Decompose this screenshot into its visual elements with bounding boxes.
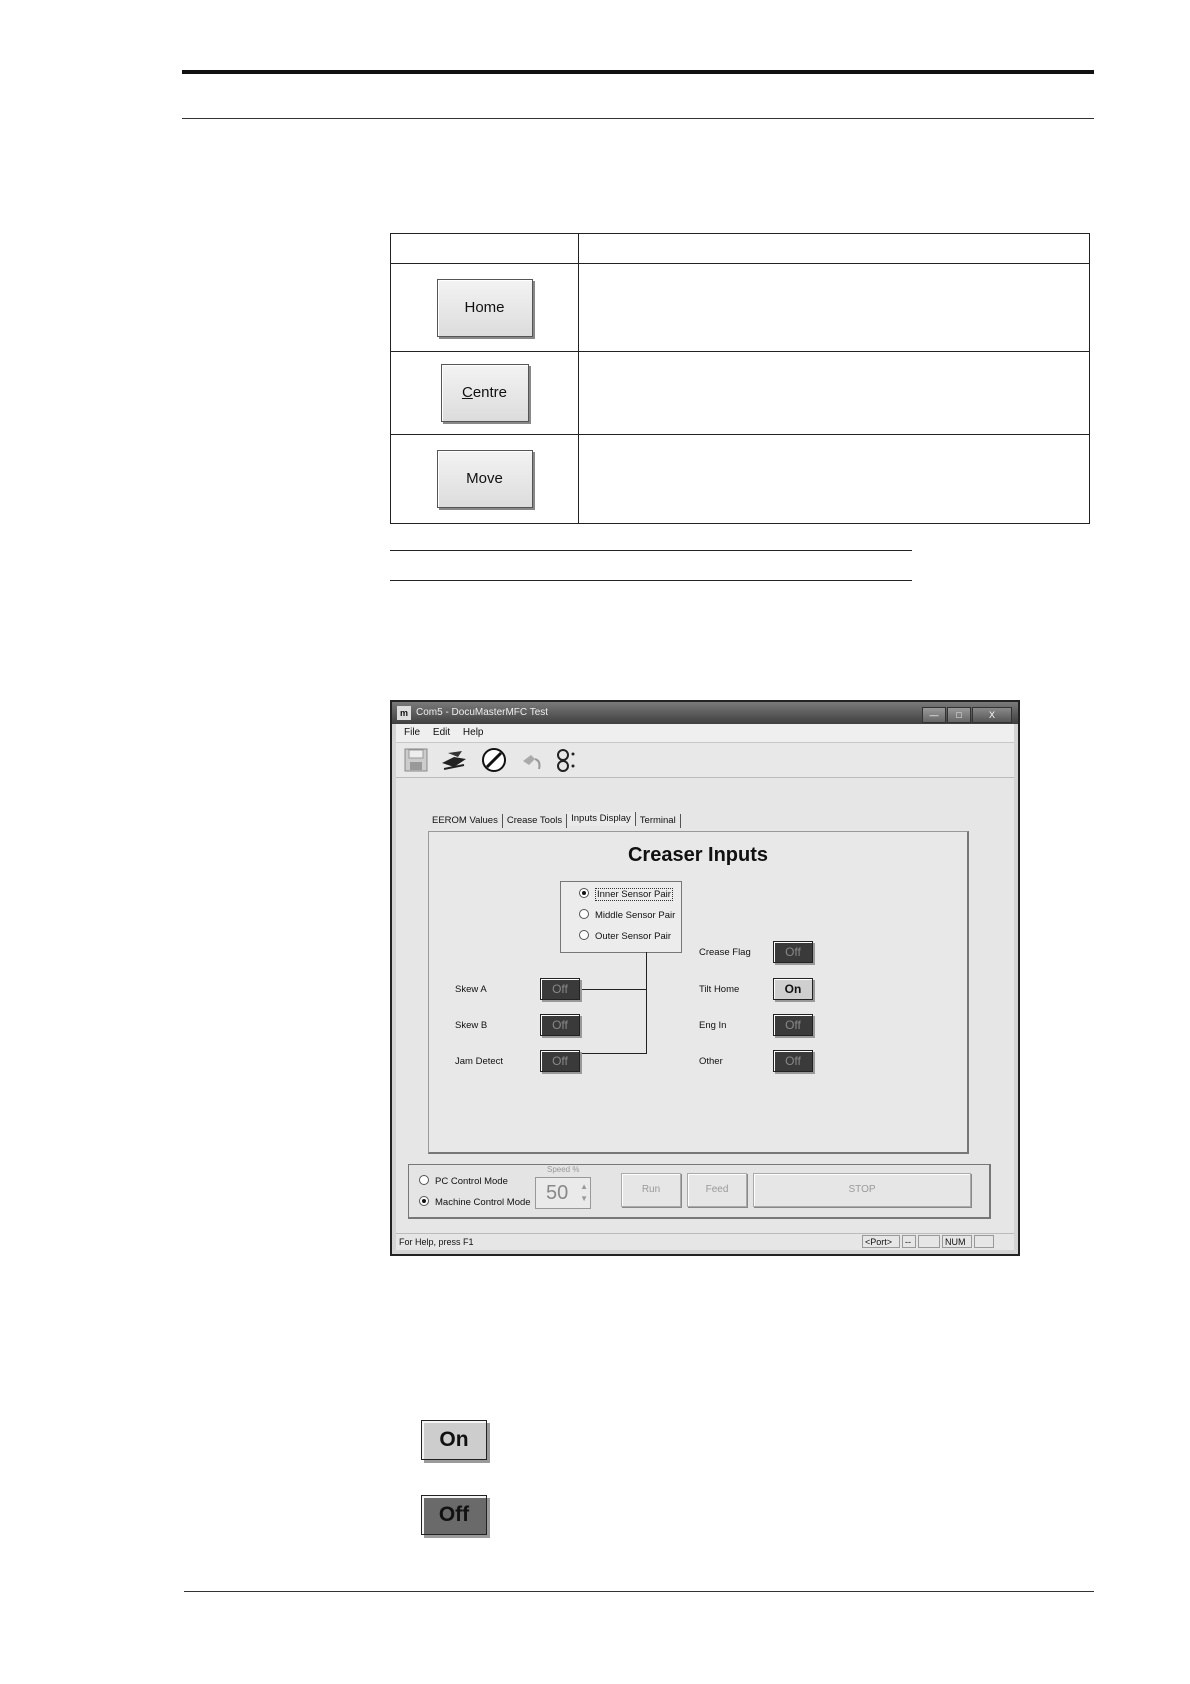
legend-on-indicator: On	[421, 1420, 487, 1460]
sensor-icon[interactable]	[552, 747, 580, 773]
radio-label: Middle Sensor Pair	[595, 910, 676, 921]
radio-machine-control-mode[interactable]	[419, 1196, 531, 1208]
home-button[interactable]: Home	[437, 279, 533, 337]
app-logo-icon: m	[397, 706, 411, 720]
sensor-pair-group	[560, 881, 682, 953]
feed-button[interactable]: Feed	[687, 1173, 747, 1207]
stop-button[interactable]: STOP	[753, 1173, 971, 1207]
status-port: <Port>	[862, 1235, 900, 1248]
speed-spinbox[interactable]	[535, 1177, 591, 1209]
maximize-icon[interactable]: □	[947, 707, 971, 723]
table-cell-description	[579, 352, 1090, 435]
table-cell-button	[391, 352, 579, 435]
radio-selected-icon	[419, 1196, 429, 1206]
separator-line	[390, 550, 912, 551]
label-jam-detect: Jam Detect	[455, 1056, 504, 1067]
label-crease-flag: Crease Flag	[699, 947, 751, 958]
window-title: Com5 - DocuMasterMFC Test	[416, 707, 549, 718]
radio-selected-icon	[579, 888, 589, 898]
connector-line	[646, 952, 647, 1054]
menu-edit[interactable]: Edit	[432, 727, 451, 738]
speed-caption: Speed %	[547, 1165, 580, 1174]
indicator-crease-flag: Off	[773, 941, 813, 963]
separator-line	[390, 580, 912, 581]
save-disk-icon[interactable]	[402, 747, 430, 773]
spin-arrows-icon[interactable]: ▲ ▼	[580, 1182, 588, 1203]
header-rule-thick	[182, 70, 1094, 74]
radio-pc-control-mode[interactable]	[419, 1175, 508, 1187]
minimize-icon[interactable]: —	[922, 707, 946, 723]
radio-inner-sensor-pair[interactable]	[579, 888, 673, 900]
indicator-eng-in: Off	[773, 1014, 813, 1036]
label-eng-in: Eng In	[699, 1020, 727, 1031]
table-cell-button	[391, 264, 579, 352]
menu-help[interactable]: Help	[462, 727, 484, 738]
table-cell-description	[579, 435, 1090, 524]
table-cell-description	[579, 264, 1090, 352]
indicator-other: Off	[773, 1050, 813, 1072]
label-tilt-home: Tilt Home	[699, 984, 740, 995]
status-num: NUM	[942, 1235, 972, 1248]
table-row	[391, 435, 1090, 524]
run-button[interactable]: Run	[621, 1173, 681, 1207]
gauge-icon[interactable]	[480, 747, 508, 773]
status-empty-cell	[974, 1235, 994, 1248]
menu-file[interactable]: File	[404, 727, 421, 738]
table-header-cell	[579, 234, 1090, 264]
indicator-tilt-home: On	[773, 978, 813, 1000]
table-header-row	[391, 234, 1090, 264]
tab-inputs-display[interactable]: Inputs Display	[567, 812, 636, 826]
status-help-text: For Help, press F1	[399, 1237, 474, 1247]
move-button[interactable]: Move	[437, 450, 533, 508]
speed-value: 50	[546, 1182, 569, 1204]
connector-line	[580, 1053, 647, 1054]
close-icon[interactable]: X	[972, 707, 1012, 723]
tab-eerom-values[interactable]: EEROM Values	[428, 814, 503, 828]
status-empty-cell	[918, 1235, 940, 1248]
radio-outer-sensor-pair[interactable]	[579, 930, 671, 942]
button-table	[390, 233, 1090, 524]
status-bar	[396, 1233, 1014, 1250]
table-row	[391, 264, 1090, 352]
title-bar	[392, 702, 1018, 724]
tab-crease-tools[interactable]: Crease Tools	[503, 814, 567, 828]
radio-label: Machine Control Mode	[435, 1197, 531, 1208]
indicator-skew-b: Off	[540, 1014, 580, 1036]
label-other: Other	[699, 1056, 723, 1067]
label-skew-b: Skew B	[455, 1020, 488, 1031]
radio-empty-icon	[579, 909, 589, 919]
toolbar	[396, 743, 1014, 778]
indicator-jam-detect: Off	[540, 1050, 580, 1072]
control-box	[408, 1164, 991, 1219]
panel-title: Creaser Inputs	[627, 844, 769, 866]
table-header-cell	[391, 234, 579, 264]
radio-empty-icon	[579, 930, 589, 940]
label-skew-a: Skew A	[455, 984, 487, 995]
window-client	[396, 724, 1014, 1250]
centre-mnemonic: C	[461, 384, 473, 401]
footer-rule	[184, 1591, 1094, 1592]
table-row	[391, 352, 1090, 435]
menu-bar	[396, 724, 1014, 743]
status-dash: --	[902, 1235, 916, 1248]
centre-label-rest: entre	[472, 384, 508, 401]
plug-icon[interactable]	[518, 747, 546, 773]
radio-label: PC Control Mode	[435, 1176, 508, 1187]
table-cell-button	[391, 435, 579, 524]
app-window	[390, 700, 1020, 1256]
tab-strip	[428, 814, 681, 828]
tab-terminal[interactable]: Terminal	[636, 814, 681, 828]
feed-arrow-icon[interactable]	[440, 747, 468, 773]
inputs-panel	[428, 831, 969, 1154]
connector-line	[580, 989, 647, 990]
legend-off-indicator: Off	[421, 1495, 487, 1535]
centre-button[interactable]	[441, 364, 529, 422]
header-rule-thin	[182, 118, 1094, 119]
radio-label: Inner Sensor Pair	[597, 889, 671, 900]
radio-empty-icon	[419, 1175, 429, 1185]
radio-middle-sensor-pair[interactable]	[579, 909, 675, 921]
indicator-skew-a: Off	[540, 978, 580, 1000]
radio-label: Outer Sensor Pair	[595, 931, 672, 942]
